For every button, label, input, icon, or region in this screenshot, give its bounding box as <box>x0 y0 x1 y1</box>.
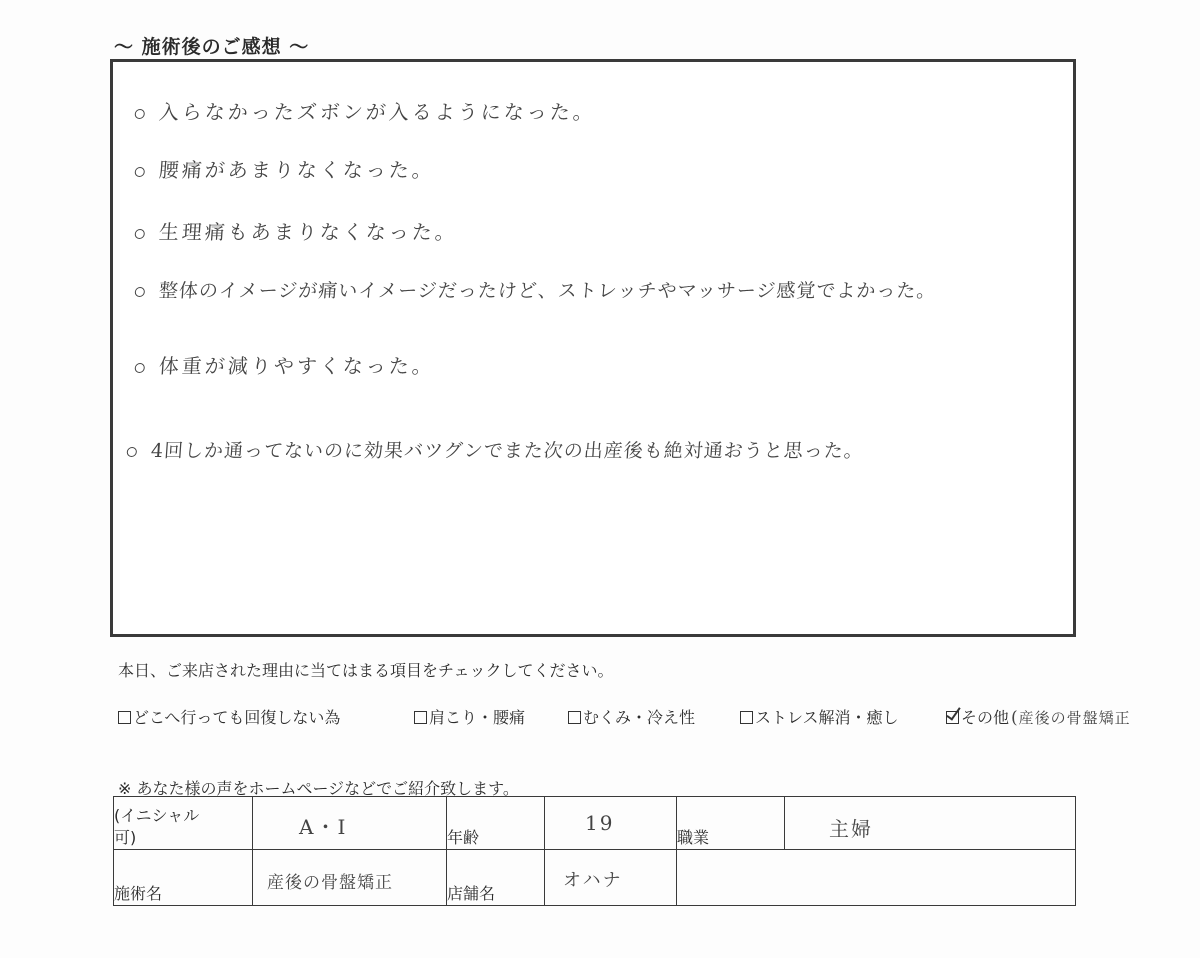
bullet-icon <box>126 447 137 457</box>
treatment-label <box>114 850 253 906</box>
comment-text: 整体のイメージが痛いイメージだったけど、ストレッチやマッサージ感覚でよかった。 <box>158 280 938 302</box>
other-reason-note: ( 産後の骨盤矯正 <box>1011 707 1131 728</box>
reason-option-shoulder-back[interactable] <box>414 705 525 728</box>
page-title: ～ 施術後のご感想 ～ <box>114 36 310 58</box>
job-label <box>677 797 785 850</box>
checkbox-icon[interactable] <box>568 711 581 724</box>
checkbox-icon[interactable] <box>740 711 753 724</box>
initial-value[interactable]: A・I <box>299 815 348 839</box>
initial-label-text: (イニシャル 可) <box>114 806 200 847</box>
store-value[interactable]: オハナ <box>563 870 623 891</box>
store-cell <box>545 850 677 906</box>
comment-text: 入らなかったズボンが入るようになった。 <box>158 100 597 124</box>
checkbox-icon[interactable] <box>118 711 131 724</box>
comment-item <box>134 276 937 303</box>
reason-label: その他 <box>961 708 1010 727</box>
job-cell <box>785 797 1076 850</box>
customer-info-table <box>113 796 1076 906</box>
reason-label: ストレス解消・癒し <box>755 708 899 727</box>
comment-item <box>134 96 597 125</box>
comment-item <box>134 350 436 379</box>
empty-cell <box>677 850 1076 906</box>
bullet-icon <box>134 109 145 119</box>
bullet-icon <box>134 287 145 297</box>
bullet-icon <box>134 167 145 177</box>
bullet-icon <box>134 363 145 373</box>
checkbox-checked-icon[interactable] <box>946 711 959 724</box>
comment-text: 腰痛があまりなくなった。 <box>158 158 436 182</box>
checkbox-icon[interactable] <box>414 711 427 724</box>
treatment-value[interactable]: 産後の骨盤矯正 <box>267 873 393 893</box>
age-value[interactable]: 19 <box>585 811 615 835</box>
impressions-box <box>110 59 1076 637</box>
comment-item <box>134 216 459 245</box>
bullet-icon <box>134 229 145 239</box>
comment-text: 生理痛もあまりなくなった。 <box>158 220 459 244</box>
comment-text: 体重が減りやすくなった。 <box>158 354 436 378</box>
reason-option-no-recovery[interactable] <box>118 705 340 728</box>
reason-label: 肩こり・腰痛 <box>429 708 526 727</box>
reason-checkbox-row <box>118 705 1178 731</box>
reason-option-swelling-cold[interactable] <box>568 705 695 728</box>
reason-option-other[interactable] <box>946 705 1131 728</box>
check-prompt: 本日、ご来店された理由に当てはまる項目をチェックしてください。 <box>118 661 614 680</box>
age-label <box>447 797 545 850</box>
store-label-text: 店舗名 <box>447 884 496 903</box>
reason-label: どこへ行っても回復しない為 <box>133 708 341 727</box>
initial-cell <box>253 797 447 850</box>
job-label-text: 職業 <box>677 828 710 847</box>
comment-item <box>126 436 865 463</box>
reason-label: むくみ・冷え性 <box>583 708 696 727</box>
job-value[interactable]: 主婦 <box>829 817 873 841</box>
initial-label <box>114 797 253 850</box>
reason-option-stress-relief[interactable] <box>740 705 899 728</box>
age-cell <box>545 797 677 850</box>
comment-text: 4回しか通ってないのに効果バツグンでまた次の出産後も絶対通おうと思った。 <box>150 440 865 462</box>
age-label-text: 年齢 <box>447 828 480 847</box>
treatment-cell <box>253 850 447 906</box>
comment-item <box>134 154 436 183</box>
treatment-label-text: 施術名 <box>114 884 163 903</box>
store-label <box>447 850 545 906</box>
consent-note: ※ あなた様の声をホームページなどでご紹介致します。 <box>118 779 519 798</box>
